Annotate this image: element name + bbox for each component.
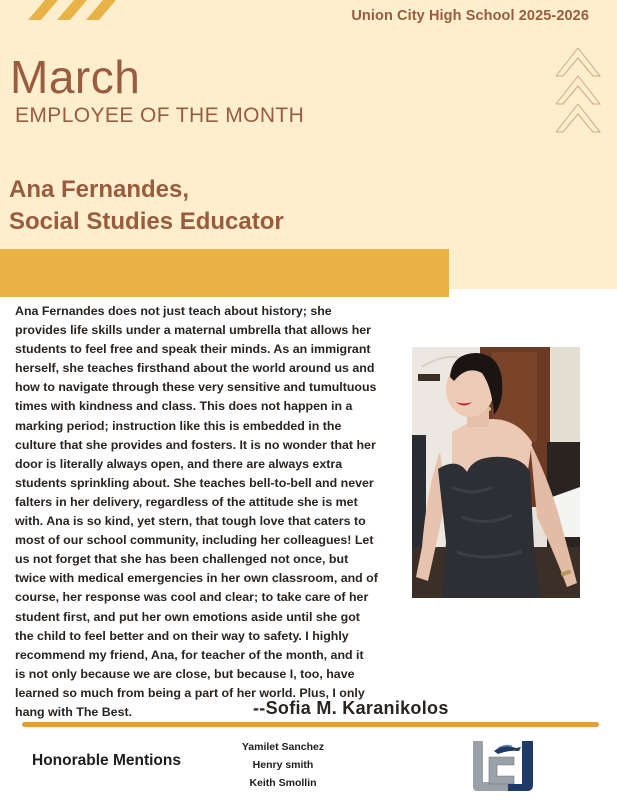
text-line: student first, and put her own emotions aside until she got	[15, 609, 360, 624]
honorable-mention-name: Henry smith	[252, 759, 314, 771]
honorable-mention-name: Yamilet Sanchez	[241, 741, 325, 753]
text-line: most of our school community, including her colleagues! Let	[15, 533, 374, 548]
school-logo-icon	[472, 740, 544, 792]
honorable-mention-name: Keith Smollin	[249, 777, 317, 789]
text-line: herself, she teaches firsthand about the world around us and	[15, 361, 375, 376]
text-line: culture that she provides and fosters. It is no wonder that her	[15, 437, 376, 452]
text-line: marking period; instruction like this is embedded in the	[15, 418, 342, 433]
text-line: the child to feel better and on their way to safety. I highly	[15, 628, 349, 643]
text-line: course, her response was cool and clear; to take care of her	[15, 590, 369, 605]
text-line: with. Ana is so kind, yet stern, that tough love that caters to	[15, 514, 366, 529]
text-line: hang with The Best.	[15, 704, 133, 719]
header-background	[0, 0, 617, 289]
gold-accent-bar	[0, 249, 449, 297]
text-line: is not only because we are close, but because I, too, have	[15, 666, 355, 681]
school-year-label: Union City High School 2025-2026	[351, 8, 589, 24]
text-line: Ana Fernandes does not just teach about history; she	[15, 304, 332, 318]
honoree-name: Ana Fernandes,	[9, 176, 190, 203]
signature: --Sofia M. Karanikolos	[253, 698, 449, 718]
page-subtitle: EMPLOYEE OF THE MONTH	[15, 104, 305, 127]
honoree-heading	[9, 174, 284, 238]
honorable-mentions-list	[215, 738, 351, 792]
text-line: times with kindness and class. This does not happen in a	[15, 399, 353, 414]
honoree-photo	[412, 347, 580, 598]
month-title: March	[10, 51, 141, 103]
text-line: recommend my friend, Ana, for teacher of the month, and it	[15, 647, 364, 662]
chevron-up-stack-icon	[555, 47, 601, 135]
honorable-mentions-label: Honorable Mentions	[32, 752, 181, 769]
text-line: how to navigate through these very sensitive and tumultuous	[15, 380, 377, 395]
text-line: falters in her delivery, regardless of the attitude she is met	[15, 494, 358, 509]
nomination-text	[15, 302, 395, 722]
honoree-title: Social Studies Educator	[9, 208, 284, 235]
text-line: learned so much from being a part of her world. Plus, I only	[15, 685, 365, 700]
text-line: provides life skills under a maternal umbrella that allows her	[15, 323, 372, 338]
divider-line	[22, 722, 599, 727]
text-line: us not forget that she has been challenged not once, but	[15, 552, 349, 567]
decorative-stripes-icon	[28, 0, 143, 20]
text-line: students sprinkling about. She teaches bell-to-bell and never	[15, 475, 374, 490]
text-line: students to feel free and speak their minds. As an immigrant	[15, 342, 371, 357]
text-line: twice with medical emergencies in her own classroom, and of	[15, 571, 378, 586]
text-line: door is literally always open, and there are always extra	[15, 456, 343, 471]
